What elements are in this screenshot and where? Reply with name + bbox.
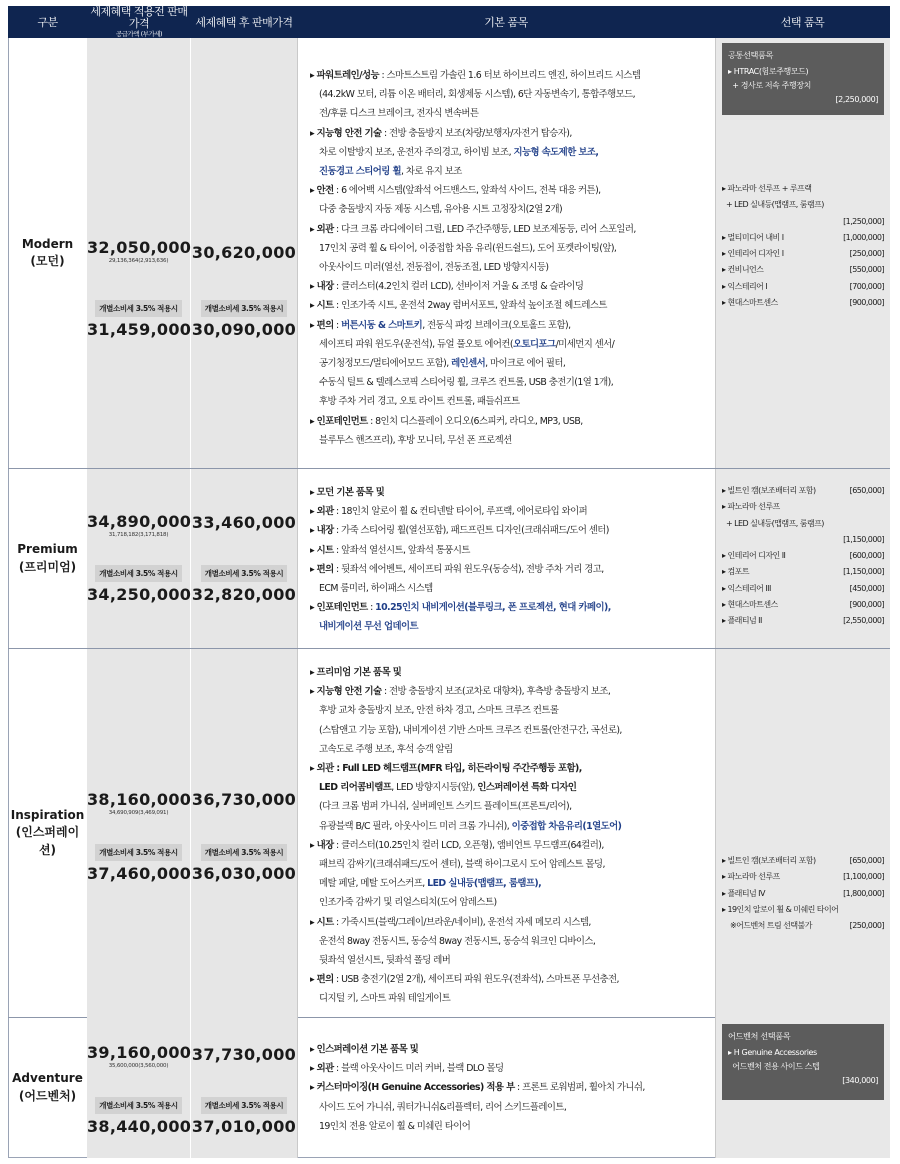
tax-tag: 개별소비세 3.5% 적용시	[95, 565, 181, 582]
price-before-group	[87, 238, 190, 264]
header-basic-items: 기본 품목	[484, 16, 528, 29]
options-cell	[715, 649, 890, 1017]
price-after-group	[191, 1045, 297, 1064]
option-price: [600,000]	[849, 551, 884, 561]
basic-item-line: ▸ 편의 : 버튼시동 & 스마트키, 전동식 파킹 브레이크(오토홀드 포함),	[310, 319, 571, 331]
option-label: + LED 실내등(맵램프, 룸램프)	[722, 200, 824, 210]
price-after: 33,460,000	[191, 513, 297, 532]
price-after-cell	[191, 469, 297, 648]
price-after: 37,730,000	[191, 1045, 297, 1064]
price-after: 30,620,000	[191, 243, 297, 262]
option-item	[722, 516, 884, 532]
option-price: [650,000]	[849, 856, 884, 865]
basic-item-line: (스탑앤고 기능 포함), 내비게이션 기반 스마트 크루즈 컨트롤(안전구간, 곡선로),	[319, 724, 622, 736]
options-cell	[715, 1017, 890, 1158]
trim-name-cell	[8, 469, 87, 648]
basic-item-line: 수동식 틸트 & 텔레스코픽 스티어링 휠, 크루즈 컨트롤, USB 충전기(1열 1개),	[319, 377, 614, 389]
basic-item-line: 후방 교차 충돌방지 보조, 안전 하차 경고, 스마트 크루즈 컨트롤	[319, 705, 559, 717]
header-price-before-label: 세제혜택 적용전 판매가격	[90, 4, 188, 31]
trim-name-ko: (인스퍼레이션)	[15, 825, 80, 857]
price-after-tax-group	[191, 840, 297, 883]
option-label: ▸ 플래티넘 IV	[722, 888, 765, 898]
price-before-group	[87, 1043, 190, 1069]
basic-item-line: 17인치 공력 휠 & 타이어, 이중접합 차음 유리(윈드쉴드), 도어 포켓라이팅(앞),	[319, 242, 617, 254]
price-after-group	[191, 790, 297, 809]
price-before-tax: 37,460,000	[87, 864, 192, 883]
option-label: ▸ 빌트인 캠(보조배터리 포함)	[722, 486, 816, 495]
price-before-cell	[87, 38, 191, 468]
option-item	[722, 499, 884, 515]
price-after-tax: 36,030,000	[191, 864, 297, 883]
option-item	[722, 279, 884, 295]
option-item	[722, 548, 884, 564]
basic-item-line: (44.2kW 모터, 리튬 이온 배터리, 회생제동 시스템), 6단 자동변속기, 통합주행모드,	[319, 89, 636, 101]
price-before-tax: 38,440,000	[87, 1117, 192, 1136]
basic-item-line: ▸ 안전 : 6 에어백 시스템(앞좌석 어드밴스드, 앞좌석 사이드, 전복 대응 커튼),	[310, 185, 601, 197]
option-group-title: 공통선택품목	[728, 50, 774, 60]
price-before-supply: 35,600,000(3,560,000)	[108, 1063, 169, 1069]
trim-row-inspiration	[8, 649, 890, 1017]
tax-tag: 개별소비세 3.5% 적용시	[95, 844, 181, 861]
basic-item-line: ▸ 내장 : 클러스터(4.2인치 컬러 LCD), 선바이저 거울 & 조명 & 슬라이딩	[310, 281, 584, 293]
option-label: ※어드벤처 트림 선택불가	[722, 921, 812, 931]
basic-item-line: 디지털 키, 스마트 파워 테일게이트	[319, 993, 451, 1005]
options-list	[722, 483, 884, 630]
option-group-box	[722, 43, 884, 115]
option-price: [1,150,000]	[843, 534, 884, 544]
price-before: 32,050,000	[87, 238, 192, 257]
options-list	[722, 181, 884, 311]
basic-item-line: ▸ 내장 : 가죽 스티어링 휠(열선포함), 패드프린트 디자인(크래쉬패드/도어 센터)	[310, 525, 609, 537]
option-item	[722, 532, 884, 548]
basic-item-line: 진동경고 스티어링 휠, 차로 유지 보조	[319, 166, 462, 178]
option-price: [250,000]	[849, 921, 884, 931]
price-after-cell	[191, 1017, 297, 1158]
price-before-supply: 34,690,909(3,469,091)	[108, 810, 169, 816]
option-item	[722, 483, 884, 499]
option-price: [900,000]	[849, 600, 884, 610]
trim-row-modern	[8, 38, 890, 468]
option-label: ▸ 익스테리어 I	[722, 281, 768, 291]
table-header	[8, 6, 890, 38]
basic-item-line: ▸ 외관 : 다크 크롬 라디에이터 그릴, LED 주간주행등, LED 보조제동등, 리어 스포일러,	[310, 223, 636, 235]
option-price: [900,000]	[849, 298, 884, 308]
price-before-group	[87, 790, 190, 816]
header-options: 선택 품목	[780, 16, 825, 29]
basic-items-cell	[297, 469, 715, 648]
basic-item-line: 다중 충돌방지 자동 제동 시스템, 유아용 시트 고정장치(2열 2개)	[319, 204, 563, 216]
option-label: ▸ 컴포트	[722, 567, 749, 577]
price-after-tax-group	[191, 296, 297, 339]
price-after-cell	[191, 649, 297, 1017]
option-item	[722, 869, 884, 885]
option-item	[722, 902, 884, 918]
option-item	[722, 918, 884, 934]
options-list	[722, 853, 884, 934]
basic-item-line: ▸ 외관 : 18인치 알로이 휠 & 컨티넨탈 타이어, 루프랙, 에어로타입 와이퍼	[310, 506, 588, 518]
option-item	[722, 886, 884, 902]
option-label: ▸ 파노라마 선루프	[722, 502, 780, 512]
option-label: ▸ 현대스마트센스	[722, 600, 778, 610]
price-after-tax: 37,010,000	[191, 1117, 297, 1136]
option-label: ▸ 파노라마 선루프	[722, 872, 780, 882]
option-item	[722, 581, 884, 597]
trim-name: Modern	[21, 236, 74, 251]
option-price: [1,250,000]	[843, 216, 884, 226]
option-price: [1,100,000]	[843, 872, 884, 882]
price-before-cell	[87, 1017, 191, 1158]
price-before-tax: 31,459,000	[87, 320, 192, 339]
basic-item-line: ▸ 인포테인먼트 : 8인치 디스플레이 오디오(6스피커, 라디오, MP3, USB,	[310, 415, 583, 427]
basic-item-line: ▸ 인스퍼레이션 기본 품목 및	[310, 1044, 419, 1055]
basic-item-line: 패브릭 감싸기(크래쉬패드/도어 센터), 블랙 하이그로시 도어 암레스트 몰딩,	[319, 859, 605, 871]
trim-row-premium	[8, 469, 890, 648]
basic-item-line: ▸ 모던 기본 품목 및	[310, 487, 385, 498]
option-group-line: 어드벤처 전용 사이드 스텝	[728, 1062, 820, 1071]
basic-item-line: ▸ 시트 : 앞좌석 열선시트, 앞좌석 통풍시트	[310, 544, 470, 556]
header-price-before-sub: 공급가액 (부가세)	[115, 29, 163, 38]
option-label: ▸ 멀티미디어 내비 I	[722, 232, 784, 242]
option-label: ▸ 현대스마트센스	[722, 298, 778, 308]
price-before-tax-group	[87, 296, 190, 339]
option-label: ▸ 컨비니언스	[722, 265, 764, 275]
price-after-group	[191, 243, 297, 262]
trim-name-ko: (어드벤처)	[18, 1088, 77, 1103]
option-label: ▸ 인테리어 디자인 I	[722, 249, 784, 259]
basic-item-line: ▸ 지능형 안전 기술 : 전방 충돌방지 보조(교차로 대향차), 후측방 충돌방지 보조,	[310, 686, 611, 698]
basic-item-line: 전/후륜 디스크 브레이크, 전자식 변속버튼	[319, 108, 479, 120]
header-price-after: 세제혜택 후 판매가격	[195, 16, 293, 29]
option-price: [1,150,000]	[843, 567, 884, 577]
price-before-supply: 31,718,182(3,171,818)	[108, 532, 169, 538]
basic-item-line: 공기청정모드/멀티에어모드 포함), 레인센서, 마이크로 에어 필터,	[319, 358, 566, 370]
basic-item-line: 뒷좌석 열선시트, 뒷좌석 폴딩 레버	[319, 955, 451, 967]
basic-item-line: ▸ 커스터마이징(H Genuine Accessories) 적용 부 : 프론트 로워범퍼, 휠아치 가니쉬,	[310, 1082, 645, 1094]
basic-item-line: ▸ 내장 : 클러스터(10.25인치 컬러 LCD, 오픈형), 앰비언트 무드램프(64컬러),	[310, 839, 604, 851]
header-price-before	[87, 6, 191, 38]
option-group-box	[722, 1024, 884, 1100]
header-category: 구분	[37, 16, 58, 29]
option-item	[722, 613, 884, 629]
tax-tag: 개별소비세 3.5% 적용시	[95, 300, 181, 317]
basic-item-line: 차로 이탈방지 보조, 운전자 주의경고, 하이빔 보조, 지능형 속도제한 보조,	[319, 146, 599, 158]
option-item	[722, 564, 884, 580]
basic-item-line: ▸ 외관 : 블랙 아웃사이드 미러 커버, 블랙 DLO 몰딩	[310, 1063, 504, 1075]
basic-items-cell	[297, 1017, 715, 1158]
option-price: [450,000]	[849, 583, 884, 593]
trim-name: Adventure	[12, 1071, 83, 1086]
option-item	[722, 295, 884, 311]
option-label: ▸ 익스테리어 III	[722, 583, 771, 593]
basic-item-line: 내비게이션 무선 업데이트	[319, 621, 418, 633]
basic-item-line: 세이프티 파워 윈도우(운전석), 듀얼 풀오토 에어컨(오토디포그/미세먼지 센서/	[319, 338, 615, 350]
basic-item-line: 블루투스 핸즈프리), 후방 모니터, 무선 폰 프로젝션	[319, 434, 512, 446]
basic-item-line: 인조가죽 감싸기 및 리얼스티치(도어 암레스트)	[319, 897, 497, 909]
option-item	[722, 197, 884, 213]
option-label: ▸ 파노라마 선루프 + 루프랙	[722, 184, 812, 193]
price-before-tax-group	[87, 840, 190, 883]
basic-items-list	[310, 663, 709, 1009]
basic-item-line: 메탈 페달, 메탈 도어스커프, LED 실내등(맵램프, 룸램프),	[319, 878, 542, 890]
trim-name: Premium	[17, 542, 78, 557]
price-before: 34,890,000	[87, 512, 192, 531]
trim-row-adventure	[8, 1017, 890, 1158]
basic-item-line: 아웃사이드 미러(열선, 전동접이, 전동조절, LED 방향지시등)	[319, 262, 549, 274]
basic-items-list	[310, 66, 709, 450]
option-item	[722, 262, 884, 278]
option-price: [2,550,000]	[843, 616, 884, 626]
price-after-tax-group	[191, 561, 297, 604]
basic-items-list	[310, 483, 709, 637]
basic-item-line: ▸ 파워트레인/성능 : 스마트스트림 가솔린 1.6 터보 하이브리드 엔진, 하이브리드 시스템	[310, 70, 641, 81]
price-before-tax-group	[87, 561, 190, 604]
tax-tag: 개별소비세 3.5% 적용시	[201, 1097, 287, 1114]
trim-name-ko: (모던)	[30, 254, 65, 268]
trim-name-cell	[8, 649, 87, 1017]
option-group-line: ▸ H Genuine Accessories	[728, 1048, 817, 1057]
basic-item-line: 유광블랙 B/C 필라, 아웃사이드 미러 크롬 가니쉬), 이중접합 차음유리(1열도어)	[319, 820, 622, 832]
tax-tag: 개별소비세 3.5% 적용시	[201, 565, 287, 582]
price-after-tax-group	[191, 1093, 297, 1136]
option-item	[722, 597, 884, 613]
trim-name: Inspiration	[10, 807, 85, 822]
option-group-line: ▸ HTRAC(험로주행모드)	[728, 67, 809, 76]
price-after-cell	[191, 38, 297, 468]
price-before: 39,160,000	[87, 1043, 192, 1062]
option-label: ▸ 인테리어 디자인 II	[722, 551, 786, 561]
price-before-tax: 34,250,000	[87, 585, 192, 604]
option-label: ▸ 빌트인 캠(보조배터리 포함)	[722, 856, 816, 865]
option-label: + LED 실내등(맵램프, 룸램프)	[722, 518, 824, 528]
options-cell	[715, 469, 890, 648]
basic-item-line: 고속도로 주행 보조, 후석 승객 알림	[319, 743, 453, 755]
basic-item-line: 운전석 8way 전동시트, 동승석 8way 전동시트, 동승석 워크인 디바이스,	[319, 935, 596, 947]
basic-item-line: ▸ 편의 : 뒷좌석 에어벤트, 세이프티 파워 윈도우(동승석), 전방 주차 거리 경고,	[310, 563, 604, 575]
basic-item-line: ▸ 시트 : 가죽시트(블랙/그레이/브라운/네이비), 운전석 자세 메모리 시스템,	[310, 916, 591, 928]
option-price: [700,000]	[849, 281, 884, 291]
option-item	[722, 214, 884, 230]
option-price: [250,000]	[849, 249, 884, 259]
basic-item-line: (다크 크롬 범퍼 가니쉬, 실버페인트 스키드 플레이트(프론트/리어),	[319, 801, 572, 813]
basic-item-line: ▸ 지능형 안전 기술 : 전방 충돌방지 보조(차량/보행자/자전거 탑승자),	[310, 127, 572, 139]
price-after-group	[191, 513, 297, 532]
basic-item-line: ▸ 시트 : 인조가죽 시트, 운전석 2way 럼버서포트, 앞좌석 높이조절 헤드레스트	[310, 300, 607, 312]
option-price: [550,000]	[849, 265, 884, 275]
option-group-price: [2,250,000]	[835, 95, 878, 104]
basic-item-line: LED 리어콤비램프, LED 방향지시등(앞), 인스퍼레이션 특화 디자인	[319, 782, 577, 794]
price-before-tax-group	[87, 1093, 190, 1136]
option-price: [650,000]	[849, 486, 884, 495]
price-before-supply: 29,136,364(2,913,636)	[108, 258, 169, 264]
basic-items-cell	[297, 649, 715, 1017]
option-item	[722, 230, 884, 246]
price-after-tax: 32,820,000	[191, 585, 297, 604]
basic-item-line: ▸ 외관 : Full LED 헤드램프(MFR 타입, 히든라이팅 주간주행등 포함),	[310, 763, 582, 775]
option-item	[722, 181, 884, 197]
basic-item-line: 19인치 전용 알로이 휠 & 미쉐린 타이어	[319, 1120, 471, 1132]
price-before: 38,160,000	[87, 790, 192, 809]
option-label: ▸ 19인치 알로이 휠 & 미쉐린 타이어	[722, 904, 839, 914]
basic-item-line: ▸ 편의 : USB 충전기(2열 2개), 세이프티 파워 윈도우(전좌석), 스마트폰 무선충전,	[310, 974, 619, 986]
trim-name-ko: (프리미엄)	[18, 559, 77, 574]
basic-item-line: ▸ 프리미엄 기본 품목 및	[310, 667, 402, 678]
basic-item-line: ▸ 인포테인먼트 : 10.25인치 내비게이션(블루링크, 폰 프로젝션, 현대 카페이),	[310, 602, 611, 614]
price-after: 36,730,000	[191, 790, 297, 809]
option-price: [1,800,000]	[843, 888, 884, 898]
option-item	[722, 246, 884, 262]
basic-item-line: ECM 룸미러, 하이패스 시스템	[319, 583, 433, 595]
basic-items-cell	[297, 38, 715, 468]
option-group-price: [340,000]	[842, 1076, 878, 1085]
price-before-cell	[87, 469, 191, 648]
options-cell	[715, 38, 890, 468]
option-label: ▸ 플래티넘 II	[722, 616, 762, 626]
price-before-cell	[87, 649, 191, 1017]
option-group-line: + 경사로 저속 주행장치	[728, 81, 811, 90]
option-group-title: 어드벤처 선택품목	[728, 1031, 791, 1041]
basic-item-line: 후방 주차 거리 경고, 오토 라이트 컨트롤, 패들쉬프트	[319, 396, 520, 408]
option-price: [1,000,000]	[843, 232, 884, 242]
tax-tag: 개별소비세 3.5% 적용시	[95, 1097, 181, 1114]
trim-name-cell	[8, 38, 87, 468]
tax-tag: 개별소비세 3.5% 적용시	[201, 844, 287, 861]
tax-tag: 개별소비세 3.5% 적용시	[201, 300, 287, 317]
trim-name-cell	[8, 1017, 87, 1158]
price-before-group	[87, 512, 190, 538]
basic-item-line: 사이드 도어 가니쉬, 쿼터가니쉬&리플렉터, 리어 스키드플레이트,	[319, 1101, 567, 1113]
basic-items-list	[310, 1040, 709, 1136]
option-item	[722, 853, 884, 869]
price-after-tax: 30,090,000	[191, 320, 297, 339]
